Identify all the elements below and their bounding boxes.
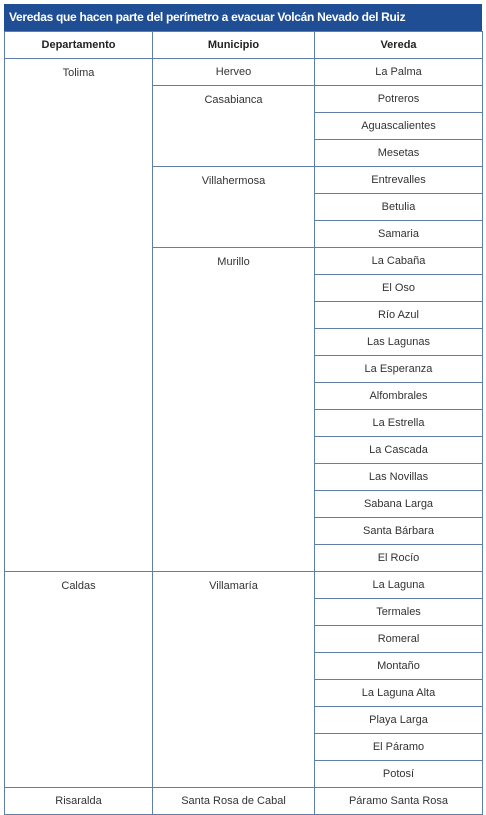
table-body <box>5 59 483 815</box>
vereda-cell: Samaria <box>315 221 483 248</box>
vereda-cell: Sabana Larga <box>315 491 483 518</box>
header-departamento: Departamento <box>5 32 153 59</box>
veredas-table-container <box>4 4 482 815</box>
departamento-cell: Risaralda <box>5 788 153 815</box>
vereda-cell: La Cabaña <box>315 248 483 275</box>
departamento-cell: Tolima <box>5 59 153 572</box>
vereda-cell: Alfombrales <box>315 383 483 410</box>
vereda-cell: La Laguna Alta <box>315 680 483 707</box>
vereda-cell: Río Azul <box>315 302 483 329</box>
veredas-table <box>4 31 483 815</box>
header-municipio: Municipio <box>153 32 315 59</box>
vereda-cell: El Oso <box>315 275 483 302</box>
table-row <box>5 59 483 86</box>
vereda-cell: La Estrella <box>315 410 483 437</box>
municipio-cell: Villahermosa <box>153 167 315 248</box>
vereda-cell: Páramo Santa Rosa <box>315 788 483 815</box>
municipio-cell: Murillo <box>153 248 315 572</box>
vereda-cell: Potreros <box>315 86 483 113</box>
vereda-cell: Aguascalientes <box>315 113 483 140</box>
table-row <box>5 788 483 815</box>
vereda-cell: El Páramo <box>315 734 483 761</box>
vereda-cell: Mesetas <box>315 140 483 167</box>
vereda-cell: Santa Bárbara <box>315 518 483 545</box>
vereda-cell: Playa Larga <box>315 707 483 734</box>
header-row <box>5 32 483 59</box>
vereda-cell: La Laguna <box>315 572 483 599</box>
vereda-cell: Las Novillas <box>315 464 483 491</box>
vereda-cell: Betulia <box>315 194 483 221</box>
vereda-cell: Potosí <box>315 761 483 788</box>
departamento-cell: Caldas <box>5 572 153 788</box>
vereda-cell: La Palma <box>315 59 483 86</box>
municipio-cell: Herveo <box>153 59 315 86</box>
vereda-cell: Montaño <box>315 653 483 680</box>
vereda-cell: Las Lagunas <box>315 329 483 356</box>
vereda-cell: Termales <box>315 599 483 626</box>
header-vereda: Vereda <box>315 32 483 59</box>
table-title: Veredas que hacen parte del perímetro a evacuar Volcán Nevado del Ruiz <box>4 4 482 31</box>
vereda-cell: La Esperanza <box>315 356 483 383</box>
municipio-cell: Casabianca <box>153 86 315 167</box>
municipio-cell: Villamaría <box>153 572 315 788</box>
vereda-cell: El Rocío <box>315 545 483 572</box>
vereda-cell: Romeral <box>315 626 483 653</box>
vereda-cell: La Cascada <box>315 437 483 464</box>
table-row <box>5 572 483 599</box>
municipio-cell: Santa Rosa de Cabal <box>153 788 315 815</box>
vereda-cell: Entrevalles <box>315 167 483 194</box>
